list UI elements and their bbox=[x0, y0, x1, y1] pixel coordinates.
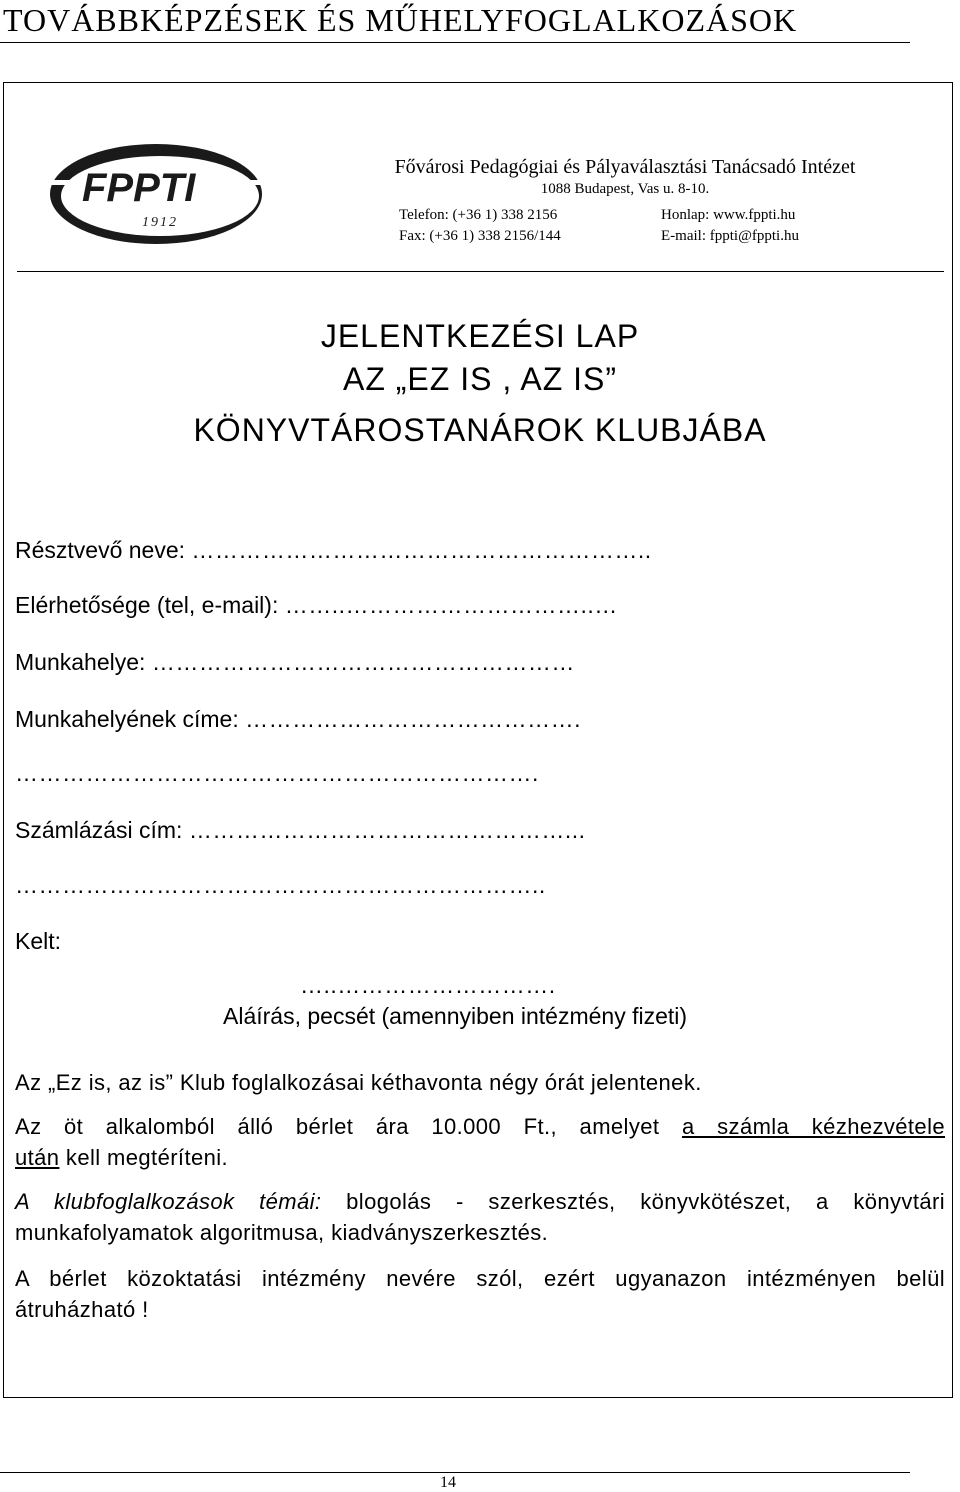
billing-address-cont-input[interactable]: ………………………………………………………….. bbox=[15, 872, 546, 898]
institute-website[interactable]: Honlap: www.fppti.hu bbox=[661, 207, 796, 223]
page-number: 14 bbox=[440, 1474, 456, 1491]
price-text-underlined-2: után bbox=[15, 1145, 60, 1170]
topics-text: blogolás - szerkesztés, könyvkötészet, a könyvtári munkafolyamatok algoritmusa, kiadványszerkesztés. bbox=[15, 1189, 945, 1245]
workplace-label: Munkahelye: bbox=[15, 649, 146, 675]
participant-name-input[interactable]: ………………………………………………….. bbox=[191, 537, 652, 563]
contact-field[interactable] bbox=[15, 592, 618, 619]
institute-address: 1088 Budapest, Vas u. 8-10. bbox=[540, 181, 710, 197]
logo-text: FPPTI bbox=[82, 166, 196, 210]
logo-year: 1912 bbox=[142, 215, 178, 230]
price-text-end: kell megtéríteni. bbox=[59, 1145, 229, 1170]
header-divider bbox=[17, 271, 944, 272]
section-title: TOVÁBBKÉPZÉSEK ÉS MŰHELYFOGLALKOZÁSOK bbox=[3, 2, 798, 38]
institute-name: Fővárosi Pedagógiai és Pályaválasztási Tanácsadó Intézet bbox=[394, 156, 856, 178]
workplace-field[interactable] bbox=[15, 649, 575, 676]
footer-divider bbox=[0, 1472, 910, 1473]
info-paragraph-price bbox=[15, 1111, 945, 1173]
contact-label: Elérhetősége (tel, e-mail): bbox=[15, 592, 279, 618]
form-title-line-2: AZ „EZ IS , AZ IS” bbox=[342, 361, 618, 397]
participant-name-field[interactable] bbox=[15, 537, 652, 564]
signature-caption: Aláírás, pecsét (amennyiben intézmény fizeti) bbox=[223, 1003, 688, 1029]
title-divider bbox=[0, 42, 910, 43]
info-paragraph-schedule: Az „Ez is, az is” Klub foglalkozásai kéthavonta négy órát jelentenek. bbox=[15, 1070, 702, 1095]
form-title-line-1: JELENTKEZÉSI LAP bbox=[320, 318, 640, 354]
form-title-line-3: KÖNYVTÁROSTANÁROK KLUBJÁBA bbox=[193, 412, 767, 448]
info-paragraph-topics bbox=[15, 1186, 945, 1248]
institute-email[interactable]: E-mail: fppti@fppti.hu bbox=[661, 228, 799, 244]
billing-address-input[interactable]: …………………………………………... bbox=[188, 817, 586, 843]
workplace-address-cont-input[interactable]: …………………………………………………………. bbox=[15, 760, 539, 786]
billing-address-field[interactable] bbox=[15, 817, 586, 844]
price-text-underlined-1: a számla kézhezvétele bbox=[681, 1114, 945, 1139]
workplace-input[interactable]: ……………………………………………… bbox=[151, 649, 575, 675]
participant-name-label: Résztvevő neve: bbox=[15, 537, 186, 563]
signature-line[interactable] bbox=[300, 972, 556, 999]
institute-phone: Telefon: (+36 1) 338 2156 bbox=[399, 207, 558, 223]
date-field[interactable] bbox=[15, 928, 61, 955]
institute-fax: Fax: (+36 1) 338 2156/144 bbox=[399, 228, 561, 244]
topics-label: A klubfoglalkozások témái: bbox=[15, 1189, 322, 1214]
info-paragraph-transfer: A bérlet közoktatási intézmény nevére szól, ezért ugyanazon intézményen belül átruházható ! bbox=[15, 1266, 945, 1322]
workplace-address-cont-field[interactable] bbox=[15, 760, 539, 787]
billing-address-cont-field[interactable] bbox=[15, 872, 546, 899]
billing-address-label: Számlázási cím: bbox=[15, 817, 183, 843]
fppti-logo bbox=[44, 138, 268, 250]
contact-input[interactable]: ……..…………………………..… bbox=[284, 592, 618, 618]
signature-input[interactable]: …..………………………. bbox=[300, 972, 556, 998]
workplace-address-field[interactable] bbox=[15, 706, 581, 733]
workplace-address-input[interactable]: ……………………………………. bbox=[245, 706, 582, 732]
date-label: Kelt: bbox=[15, 928, 62, 954]
workplace-address-label: Munkahelyének címe: bbox=[15, 706, 239, 732]
price-text-start: Az öt alkalomból álló bérlet ára 10.000 Ft., amelyet bbox=[15, 1114, 682, 1139]
